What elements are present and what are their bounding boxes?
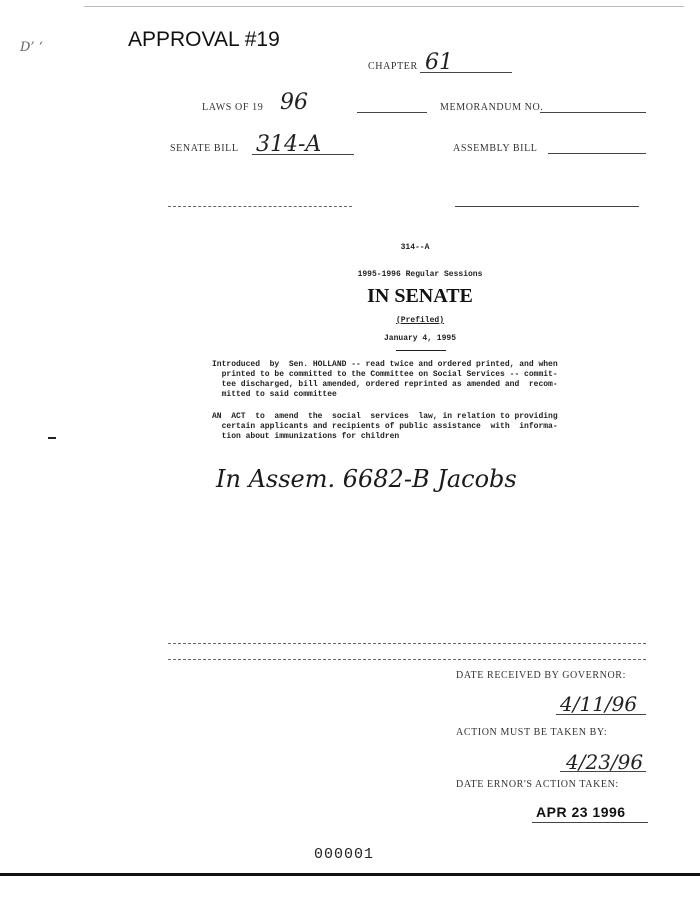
chapter-underline: [420, 72, 512, 73]
chapter-label: CHAPTER: [368, 61, 418, 72]
assembly-bill-line: [548, 153, 646, 154]
prefiled-label: (Prefiled): [395, 316, 444, 325]
date-rule: [396, 350, 446, 351]
introduced-paragraph: Introduced by Sen. HOLLAND -- read twice and ordered printed, and when printed to be committed to the Committee on Social Services -- commit- tee discharged, bill amended, ordered reprinted as amended and recom- mitted to said committee: [212, 360, 558, 399]
bottom-edge: [0, 873, 700, 876]
action-by-label: ACTION MUST BE TAKEN BY:: [456, 727, 608, 738]
memo-line: [540, 112, 646, 113]
act-paragraph: AN ACT to amend the social services law, in relation to providing certain applicants and recipients of public assistance with informa- tion about immunizations for children: [212, 412, 558, 441]
memo-label: MEMORANDUM NO.: [440, 102, 544, 113]
senate-bill-label: SENATE BILL: [170, 143, 239, 154]
margin-mark: [48, 437, 56, 439]
footer-dash-2: [168, 659, 646, 660]
senate-bill-value: 314-A: [256, 132, 322, 157]
handwritten-note: In Assem. 6682-B Jacobs: [216, 465, 517, 493]
laws-line: [357, 112, 427, 113]
top-edge: [84, 6, 684, 7]
chapter-value: 61: [425, 50, 453, 75]
laws-label: LAWS OF 19: [202, 102, 264, 113]
action-by-line: [560, 771, 646, 772]
page-number: 000001: [314, 846, 375, 863]
action-taken-stamp: APR 23 1996: [536, 804, 626, 820]
blank-line-left: [168, 206, 352, 207]
date-received-value: 4/11/96: [560, 692, 638, 716]
bill-date: January 4, 1995: [383, 334, 456, 343]
corner-mark: D’ ‘: [20, 40, 43, 55]
date-received-label: DATE RECEIVED BY GOVERNOR:: [456, 670, 626, 681]
chamber-title: IN SENATE: [367, 285, 473, 307]
action-taken-label: DATE ERNOR'S ACTION TAKEN:: [456, 779, 619, 790]
session-label: 1995-1996 Regular Sessions: [357, 270, 483, 279]
assembly-bill-label: ASSEMBLY BILL: [453, 143, 538, 154]
bill-number: 314--A: [400, 243, 430, 252]
approval-heading: APPROVAL #19: [128, 28, 280, 51]
senate-bill-line: [252, 154, 354, 155]
laws-value: 96: [280, 90, 308, 115]
footer-dash-1: [168, 643, 646, 644]
date-received-line: [556, 714, 646, 715]
action-by-value: 4/23/96: [566, 750, 644, 774]
blank-line-right: [455, 206, 639, 207]
action-taken-line: [532, 822, 648, 823]
